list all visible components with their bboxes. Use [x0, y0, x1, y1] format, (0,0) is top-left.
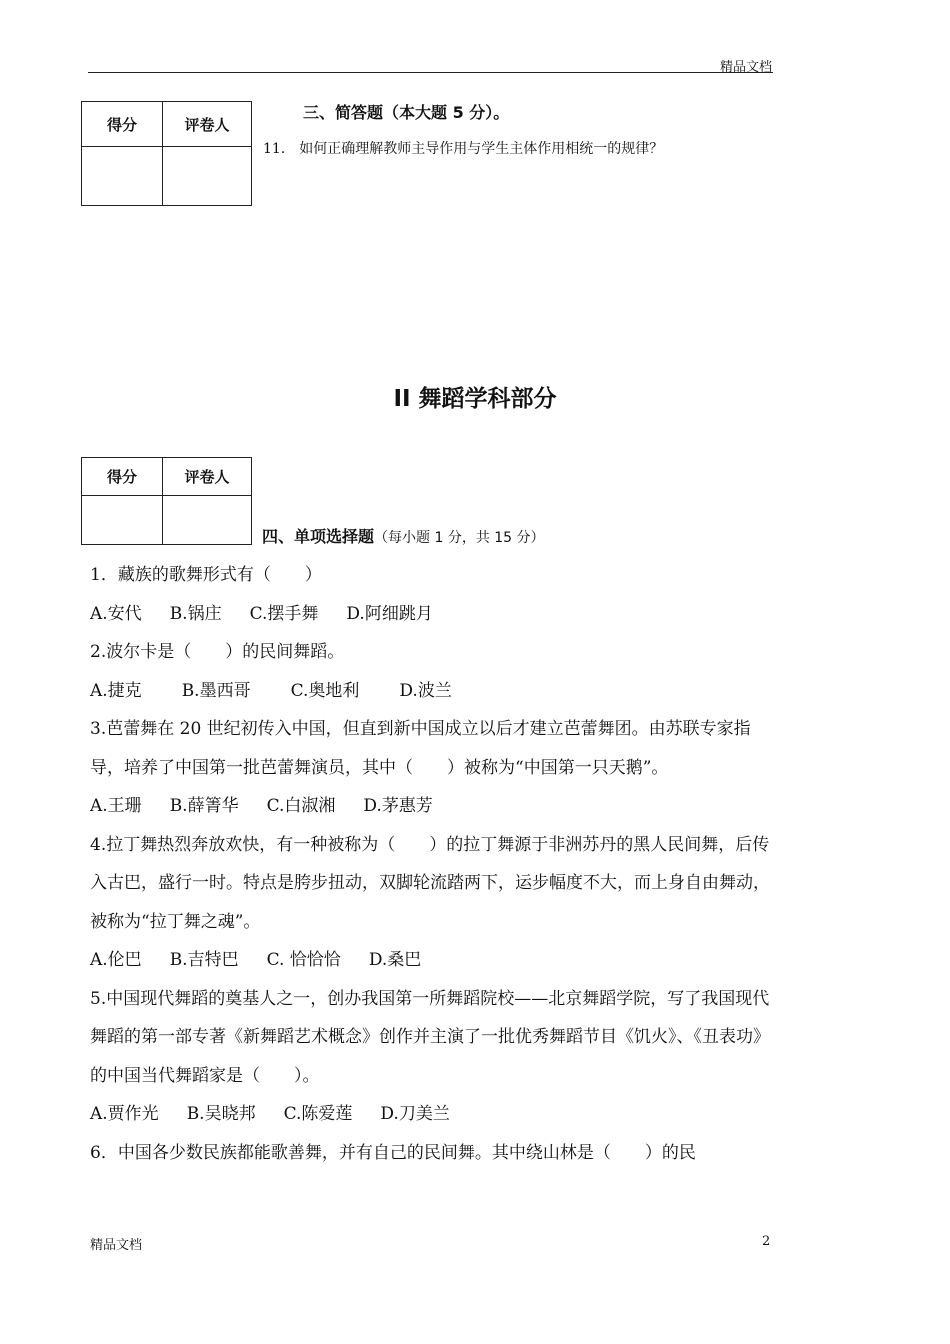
option-c: C.奥地利: [290, 680, 360, 701]
option-c: C.白淑湘: [266, 796, 336, 816]
question-5-options: [90, 1095, 780, 1134]
option-b: B.吴晓邦: [186, 1104, 256, 1124]
question-4-options: [90, 941, 780, 980]
option-c: C.陈爱莲: [283, 1104, 353, 1124]
header-rule: [88, 72, 773, 73]
option-d: D.桑巴: [368, 950, 422, 970]
question-list: [90, 556, 780, 1172]
question-4: 4.拉丁舞热烈奔放欢快，有一种被称为（ ）的拉丁舞源于非洲苏丹的黑人民间舞，后传入古巴，盛行一时。特点是胯步扭动，双脚轮流踏两下，运步幅度不大，而上身自由舞动，被称为“拉丁舞之魂”。: [90, 834, 770, 932]
score-cell: [82, 496, 163, 545]
score-table-2: [81, 457, 252, 545]
option-a: A.王珊: [90, 796, 142, 816]
grader-header: 评卷人: [163, 458, 252, 496]
option-b: B.薛箐华: [169, 796, 239, 816]
option-b: B.锅庄: [169, 603, 222, 624]
grader-cell: [163, 147, 252, 206]
grader-header: 评卷人: [163, 102, 252, 147]
question-2: 2.波尔卡是（ ）的民间舞蹈。: [90, 642, 345, 662]
question-6: 6．中国各少数民族都能歌善舞，并有自己的民间舞。其中绕山林是（ ）的民: [90, 1142, 696, 1163]
page-number: 2: [762, 1234, 771, 1249]
question-3-options: [90, 787, 780, 826]
option-b: B.墨西哥: [181, 680, 251, 701]
option-d: D.茅惠芳: [363, 796, 433, 816]
score-header: 得分: [82, 102, 163, 147]
question-11: 11． 如何正确理解教师主导作用与学生主体作用相统一的规律？: [263, 141, 664, 157]
section3-title: 三、简答题（本大题 5 分）。: [303, 103, 510, 122]
question-2-options: [90, 672, 780, 711]
option-a: A.伦巴: [90, 950, 142, 970]
option-c: C. 恰恰恰: [266, 950, 341, 970]
option-a: A.安代: [90, 603, 142, 624]
score-table-1: [81, 101, 252, 206]
question-1: 1．藏族的歌舞形式有（ ）: [90, 565, 322, 585]
option-c: C.摆手舞: [249, 603, 319, 624]
option-d: D.阿细跳月: [346, 603, 433, 624]
option-d: D.刀美兰: [380, 1104, 450, 1124]
header-label: 精品文档: [719, 60, 772, 75]
score-cell: [82, 147, 163, 206]
score-header: 得分: [82, 458, 163, 496]
footer-label: 精品文档: [90, 1238, 143, 1253]
question-5: 5.中国现代舞蹈的奠基人之一，创办我国第一所舞蹈院校——北京舞蹈学院，写了我国现代舞蹈的第一部专著《新舞蹈艺术概念》创作并主演了一批优秀舞蹈节目《饥火》、《丑表功》的中国当代舞蹈家是（ ）。: [90, 988, 770, 1086]
section4-title: 四、单项选择题: [262, 527, 375, 546]
option-a: A.贾作光: [90, 1104, 159, 1124]
option-d: D.波兰: [399, 680, 452, 701]
option-b: B.吉特巴: [169, 950, 239, 970]
section4-heading: [262, 524, 545, 547]
section4-note: （每小题 1 分，共 15 分）: [374, 530, 545, 546]
question-1-options: [90, 595, 780, 634]
option-a: A.捷克: [90, 680, 142, 701]
grader-cell: [163, 496, 252, 545]
question-3: 3.芭蕾舞在 20 世纪初传入中国，但直到新中国成立以后才建立芭蕾舞团。由苏联专家指导，培养了中国第一批芭蕾舞演员，其中（ ）被称为“中国第一只天鹅”。: [90, 719, 751, 778]
part2-title: II 舞蹈学科部分: [393, 386, 557, 412]
